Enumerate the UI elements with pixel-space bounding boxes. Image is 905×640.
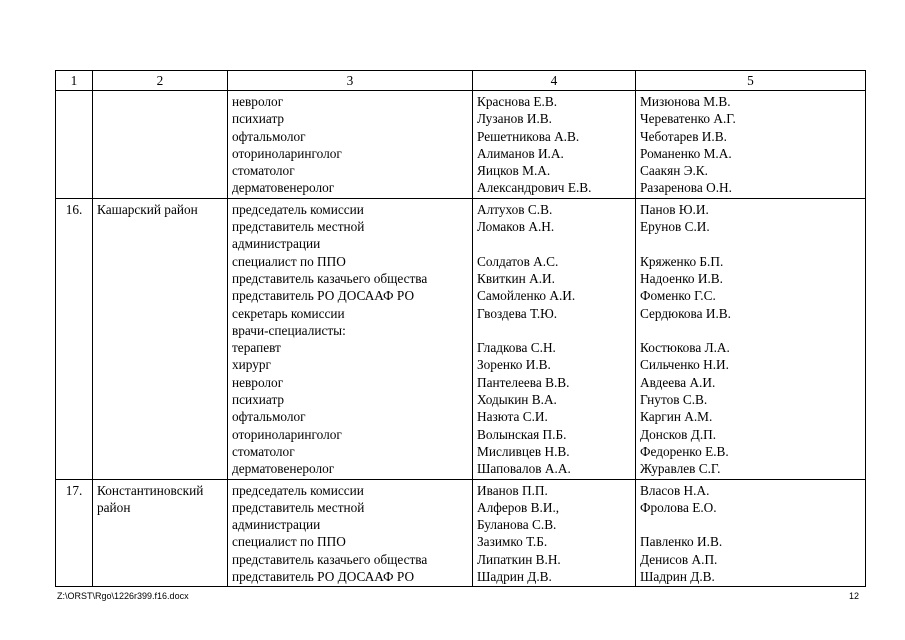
role-line: офтальмолог [232, 409, 306, 425]
role-line: представитель местной [232, 219, 365, 235]
role-cell [228, 91, 473, 199]
member-name: Лузанов И.В. [477, 111, 552, 127]
reserve-member-name: Фоменко Г.С. [640, 288, 716, 304]
table-row [56, 91, 866, 199]
member-name: Волынская П.Б. [477, 426, 567, 442]
district-cell [93, 91, 228, 199]
role-line: представитель РО ДОСААФ РО [232, 288, 415, 304]
member-cell [473, 479, 636, 587]
table-row [56, 479, 866, 587]
row-number [56, 479, 93, 587]
member-cell [473, 198, 636, 479]
role-cell [228, 198, 473, 479]
role-line: представитель местной [232, 499, 365, 515]
member-name: Алферов В.И., [477, 499, 560, 515]
reserve-member-name: Надоенко И.В. [640, 270, 723, 286]
member-name: Краснова Е.В. [477, 94, 558, 109]
member-name: Шаповалов А.А. [477, 461, 571, 477]
column-header-2: 2 [93, 71, 228, 91]
reserve-member-name: Романенко М.А. [640, 145, 732, 161]
member-name: Самойленко А.И. [477, 288, 576, 304]
member-name: Яицков М.А. [477, 163, 551, 179]
member-name: Александрович Е.В. [477, 180, 592, 196]
member-name: Зоренко И.В. [477, 357, 551, 373]
role-line: администрации [232, 517, 321, 533]
role-line: представитель казачьего общества [232, 270, 428, 286]
role-line: представитель казачьего общества [232, 551, 428, 567]
role-cell [228, 479, 473, 587]
row-number [56, 198, 93, 479]
column-header-1: 1 [56, 71, 93, 91]
role-line: дерматовенеролог [232, 461, 335, 477]
reserve-member-name: Павленко И.В. [640, 534, 723, 550]
member-name: Гладкова С.Н. [477, 340, 556, 356]
member-name: Алтухов С.В. [477, 201, 553, 217]
reserve-member-name: Денисов А.П. [640, 551, 718, 567]
district-cell [93, 479, 228, 587]
reserve-member-name: Чеботарев И.В. [640, 128, 727, 144]
reserve-member-name: Череватенко А.Г. [640, 111, 736, 127]
reserve-member-name: Гнутов С.В. [640, 392, 708, 408]
reserve-member-name [640, 235, 861, 252]
reserve-member-cell [636, 198, 866, 479]
row-number-text [60, 93, 88, 110]
table-row [56, 198, 866, 479]
role-line: администрации [232, 236, 321, 252]
district-cell [93, 198, 228, 479]
reserve-member-name: Журавлев С.Г. [640, 461, 721, 477]
member-name: Зазимко Т.Б. [477, 534, 548, 550]
reserve-member-name: Фролова Е.О. [640, 499, 717, 515]
member-name: Пантелеева В.В. [477, 374, 570, 390]
member-name: Липаткин В.Н. [477, 551, 561, 567]
role-line: секретарь комиссии [232, 305, 345, 321]
role-line: дерматовенеролог [232, 180, 335, 196]
role-line: невролог [232, 94, 284, 109]
table-body [56, 91, 866, 587]
district-name-line: Кашарский район [97, 201, 198, 217]
member-name: Буланова С.В. [477, 517, 557, 533]
reserve-member-name: Каргин А.М. [640, 409, 713, 425]
row-number [56, 91, 93, 199]
role-line: оториноларинголог [232, 426, 342, 442]
role-line: офтальмолог [232, 128, 306, 144]
district-name-line: район [97, 499, 131, 515]
member-name: Иванов П.П. [477, 482, 548, 498]
district-name-line: Константиновский [97, 482, 204, 498]
reserve-member-name: Сердюкова И.В. [640, 305, 731, 321]
role-line: председатель комиссии [232, 201, 364, 217]
role-line: врачи-специалисты: [232, 322, 346, 338]
reserve-member-name: Панов Ю.И. [640, 201, 709, 217]
role-line: представитель РО ДОСААФ РО [232, 569, 415, 585]
member-name: Ходыкин В.А. [477, 392, 557, 408]
reserve-member-name: Кряженко Б.П. [640, 253, 724, 269]
role-line: стоматолог [232, 163, 295, 179]
member-name: Солдатов А.С. [477, 253, 559, 269]
role-line: стоматолог [232, 443, 295, 459]
role-line: оториноларинголог [232, 145, 342, 161]
footer-page-number: 12 [849, 591, 860, 601]
commission-table [55, 70, 866, 587]
reserve-member-cell [636, 91, 866, 199]
member-name [477, 235, 631, 252]
member-name: Шадрин Д.В. [477, 569, 552, 585]
role-line: председатель комиссии [232, 482, 364, 498]
member-name: Алиманов И.А. [477, 145, 564, 161]
member-name [477, 322, 631, 339]
row-number-text: 17. [65, 482, 83, 498]
reserve-member-name: Саакян Э.К. [640, 163, 708, 179]
reserve-member-name: Авдеева А.И. [640, 374, 716, 390]
role-line: специалист по ППО [232, 534, 346, 550]
footer-file-path: Z:\ORST\Rgo\1226r399.f16.docx [57, 591, 189, 601]
role-line: терапевт [232, 340, 281, 356]
reserve-member-name: Разаренова О.Н. [640, 180, 732, 196]
reserve-member-name: Шадрин Д.В. [640, 569, 715, 585]
member-name: Мисливцев Н.В. [477, 443, 570, 459]
reserve-member-name: Костюкова Л.А. [640, 340, 730, 356]
column-header-4: 4 [473, 71, 636, 91]
row-number-text: 16. [65, 201, 83, 217]
table-header-row [56, 71, 866, 91]
column-header-5: 5 [636, 71, 866, 91]
reserve-member-name: Ерунов С.И. [640, 219, 710, 235]
reserve-member-name: Власов Н.А. [640, 482, 710, 498]
reserve-member-name [640, 516, 861, 533]
role-line: невролог [232, 374, 284, 390]
member-name: Ломаков А.Н. [477, 219, 555, 235]
role-line: специалист по ППО [232, 253, 346, 269]
member-name: Назюта С.И. [477, 409, 548, 425]
reserve-member-name: Мизюнова М.В. [640, 94, 731, 109]
member-name: Гвоздева Т.Ю. [477, 305, 558, 321]
role-line: психиатр [232, 111, 285, 127]
reserve-member-name: Федоренко Е.В. [640, 443, 729, 459]
column-header-3: 3 [228, 71, 473, 91]
role-line: психиатр [232, 392, 285, 408]
reserve-member-cell [636, 479, 866, 587]
member-name: Решетникова А.В. [477, 128, 580, 144]
reserve-member-name: Сильченко Н.И. [640, 357, 729, 373]
member-name: Квиткин А.И. [477, 270, 555, 286]
role-line: хирург [232, 357, 271, 373]
member-cell [473, 91, 636, 199]
reserve-member-name [640, 322, 861, 339]
reserve-member-name: Донсков Д.П. [640, 426, 717, 442]
